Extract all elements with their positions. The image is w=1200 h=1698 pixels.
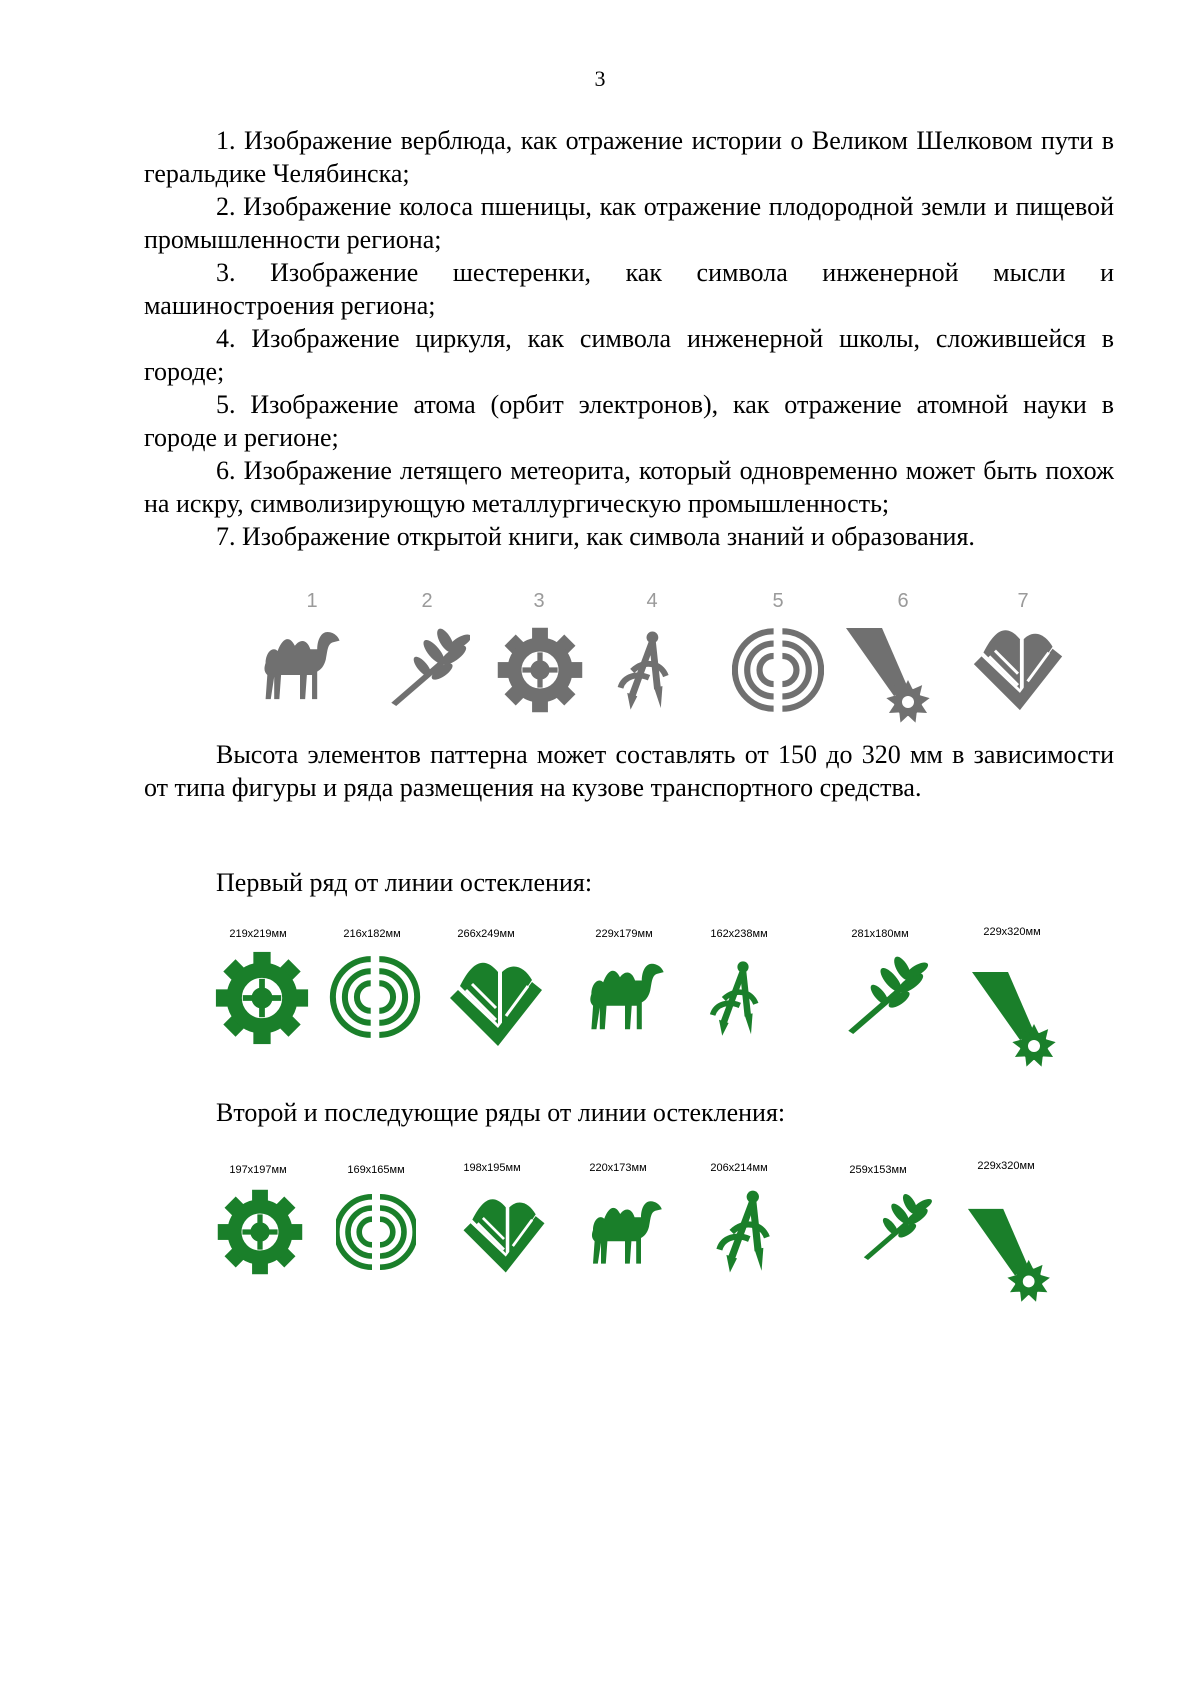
compass-icon — [602, 616, 686, 726]
size-label: 197x197мм — [229, 1164, 287, 1176]
gear-icon — [214, 950, 310, 1046]
wheat-icon — [846, 1190, 946, 1260]
size-label: 281x180мм — [851, 928, 909, 940]
size-label: 229x179мм — [595, 928, 653, 940]
wheat-icon — [388, 620, 470, 710]
list-item-compass: 4. Изображение циркуля, как символа инженерной школы, сложившейся в городе; — [144, 324, 1114, 386]
atom-icon — [328, 954, 422, 1040]
list-item-camel: 1. Изображение верблюда, как отражение истории о Великом Шелковом пути в геральдике Челябинска; — [144, 126, 1114, 188]
legend-number: 6 — [897, 590, 909, 612]
pattern-height-text: Высота элементов паттерна может составлять от 150 до 320 мм в зависимости от типа фигуры и ряда размещения на кузове транспортного средства. — [144, 740, 1114, 802]
gear-icon — [216, 1188, 304, 1276]
legend-number: 4 — [646, 590, 658, 612]
compass-icon — [695, 944, 775, 1054]
row2-title: Второй и последующие ряды от линии остекления: — [216, 1098, 786, 1127]
legend-number: 5 — [772, 590, 784, 612]
legend-icons — [240, 590, 1100, 730]
size-label: 220x173мм — [589, 1162, 647, 1174]
symbol-list — [144, 124, 1114, 553]
book-icon — [458, 1188, 550, 1276]
meteor-icon — [842, 624, 942, 724]
atom-icon — [336, 1192, 416, 1272]
size-label: 229x320мм — [977, 1160, 1035, 1172]
compass-icon — [700, 1184, 788, 1280]
list-item-atom: 5. Изображение атома (орбит электронов), как отражение атомной науки в городе и регионе; — [144, 390, 1114, 452]
list-item-meteor: 6. Изображение летящего метеорита, который одновременно может быть похож на искру, символизирующую металлургическую промышленность; — [144, 456, 1114, 518]
legend-number: 1 — [306, 590, 318, 612]
legend-number: 7 — [1017, 590, 1029, 612]
list-item-wheat: 2. Изображение колоса пшеницы, как отражение плодородной земли и пищевой промышленности региона; — [144, 192, 1114, 254]
size-label: 219x219мм — [229, 928, 287, 940]
book-icon — [966, 618, 1070, 714]
legend-number: 2 — [421, 590, 433, 612]
camel-icon — [580, 1190, 670, 1270]
row1-pattern — [200, 924, 1150, 1094]
size-label: 229x320мм — [983, 926, 1041, 938]
camel-icon — [580, 952, 670, 1036]
size-label: 169x165мм — [347, 1164, 405, 1176]
row1-title: Первый ряд от линии остекления: — [216, 868, 593, 897]
wheat-icon — [834, 952, 938, 1034]
page-number: 3 — [594, 66, 606, 91]
size-label: 266x249мм — [457, 928, 515, 940]
size-label: 162x238мм — [710, 928, 768, 940]
size-label: 259x153мм — [849, 1164, 907, 1176]
row2-pattern — [200, 1160, 1150, 1330]
legend-number: 3 — [533, 590, 545, 612]
size-label: 206x214мм — [710, 1162, 768, 1174]
gear-icon — [496, 626, 584, 714]
camel-icon — [252, 620, 348, 706]
meteor-icon — [964, 1184, 1062, 1324]
meteor-icon — [968, 948, 1068, 1088]
book-icon — [442, 950, 550, 1050]
list-item-gear: 3. Изображение шестеренки, как символа инженерной мысли и машиностроения региона; — [144, 258, 1114, 320]
atom-icon — [732, 626, 824, 714]
size-label: 216x182мм — [343, 928, 401, 940]
list-item-book: 7. Изображение открытой книги, как символа знаний и образования. — [216, 522, 975, 551]
size-label: 198x195мм — [463, 1162, 521, 1174]
